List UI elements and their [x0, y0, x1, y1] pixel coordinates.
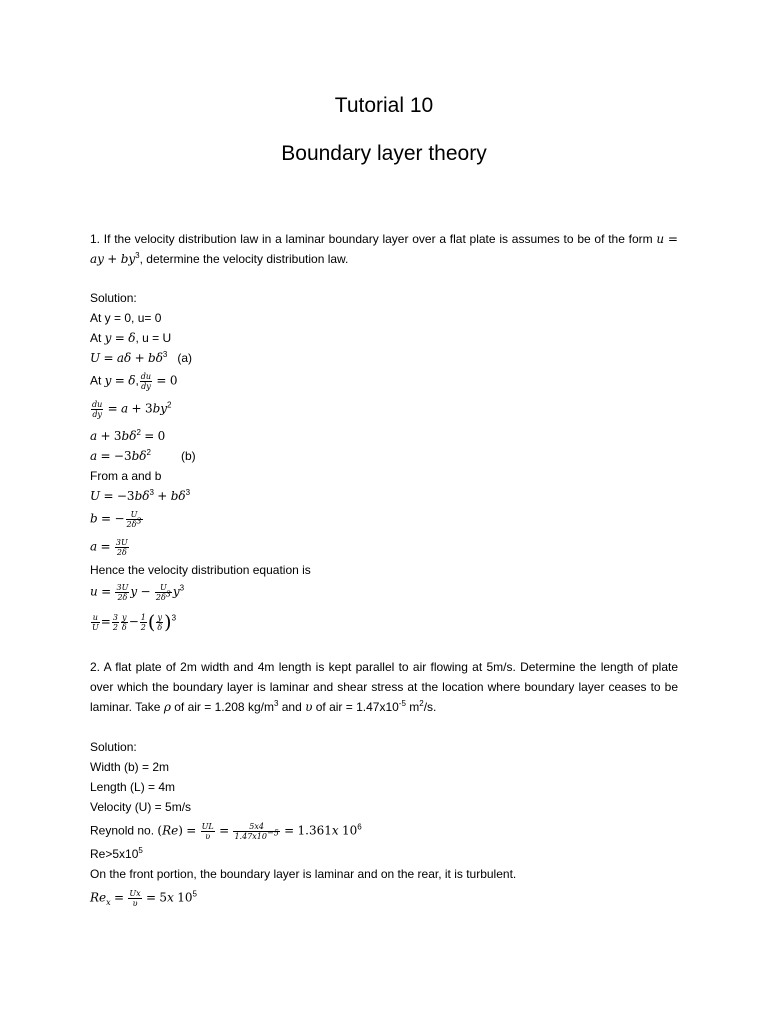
equation-tag-b: (b): [180, 449, 196, 463]
question-1-text: 1. If the velocity distribution law in a laminar boundary layer over a flat plate is assumes to be of the form u = ay + $by^3$, determine the velocity distribution law.: [90, 232, 678, 266]
equation-tag-a: (a): [177, 351, 193, 365]
condition-y-delta: At y = δ, u = U: [90, 331, 172, 345]
equation-zero: $a + 3b\delta^2 = 0$: [90, 428, 166, 443]
hence-statement: Hence the velocity distribution equation is: [90, 563, 311, 577]
reynold-comparison: $Re>5x10^5$: [90, 846, 143, 861]
velocity-equation: u = $\frac{3U}{2\delta}$ y − $\frac{U}{2\delta^3}$ $y^3$: [90, 583, 185, 602]
given-length: Length (L) = 4m: [90, 780, 176, 794]
equation-b-value: b = − $\frac{U}{2\delta^3}$: [90, 510, 142, 529]
velocity-ratio-equation: $\frac{u}{U}$ = $\frac{3}{2}$ $\frac{y}{\delta}$ − $\frac{1}{2}$ ( $\frac{y}{\delta}$ )$^3$: [92, 611, 177, 634]
question-2-text: 2. A flat plate of 2m width and 4m length is kept parallel to air flowing at 5m/s. Determine the length of plate over which the boundary layer is laminar and shear stress at the location where boundary layer ceases to be laminar. Take ρ of air = 1.208 $kg/m^3$ and υ of air = $1.47x10^{-5}$ $m^2/s$.: [90, 660, 678, 714]
from-a-and-b: From a and b: [90, 469, 162, 483]
given-width: Width (b) = 2m: [90, 760, 170, 774]
page-subtitle: Boundary layer theory: [281, 142, 487, 165]
derivative-equation: $\frac{du}{dy}$ = $a + 3by^2$: [92, 400, 172, 419]
solution-1-label: Solution:: [90, 291, 137, 305]
solution-2-label: Solution:: [90, 740, 137, 754]
equation-a: $U = a\delta + b\delta^3$ (a): [90, 350, 193, 365]
condition-derivative: At y = δ, $\frac{du}{dy}$ = 0: [90, 372, 178, 391]
front-portion-statement: On the front portion, the boundary layer is laminar and on the rear, it is turbulent.: [90, 867, 517, 881]
equation-a-value: a = $\frac{3U}{2\delta}$: [90, 538, 128, 557]
local-reynold-equation: $Re_x$ = $\frac{Ux}{\upsilon}$ = 5x $10^5$: [90, 889, 197, 908]
given-velocity: Velocity (U) = 5m/s: [90, 800, 192, 814]
page-title: Tutorial 10: [334, 94, 434, 117]
condition-y0: At y = 0, u= 0: [90, 311, 162, 325]
equation-combined: $U = -3b\delta^3 + b\delta^3$: [90, 488, 191, 503]
reynold-number-equation: Reynold no. (Re) = $\frac{UL}{\upsilon}$ = $\frac{5x4}{1.47x10^{-5}}$ = 1.361x $10^6$: [90, 822, 362, 841]
equation-b: $a = -3b\delta^2$ (b): [90, 448, 196, 463]
